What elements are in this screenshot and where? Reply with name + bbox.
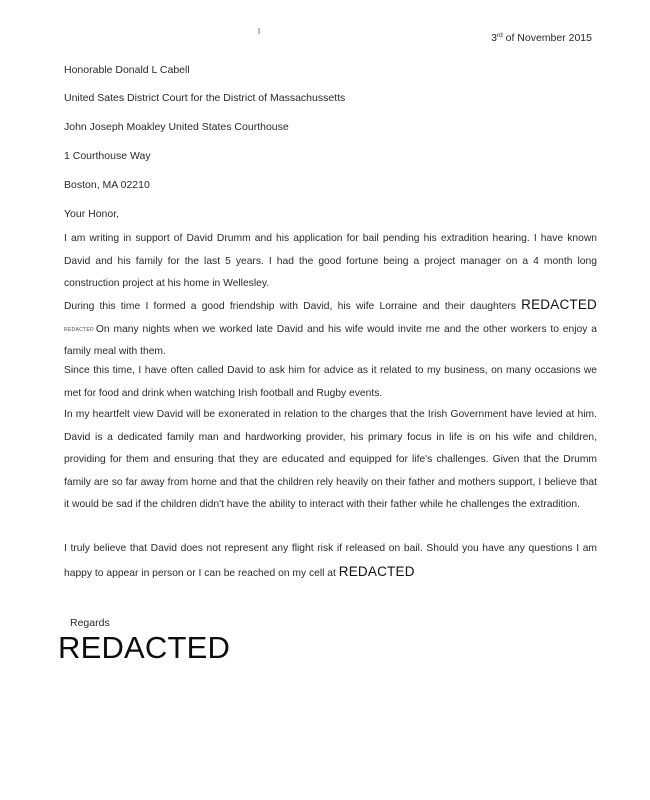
recipient-street: 1 Courthouse Way	[64, 150, 151, 162]
paragraph-4: In my heartfelt view David will be exonerated in relation to the charges that the Irish Government have levied at him. David is a dedicated family man and hardworking provider, his primary focus in life is on his wife and children, providing for them and ensuring that they are educated and equipped for life's challenges. Given that the Drumm family are so far away from home and that the children rely heavily on their father and mothers support, I believe that it would be sad if the children didn't have the ability to interact with their father while he challenges the extradition.	[64, 409, 597, 510]
closing: Regards	[70, 617, 110, 629]
letter-date: 3rd of November 2015	[491, 32, 592, 44]
recipient-court: United Sates District Court for the District of Massachussetts	[64, 92, 346, 104]
redacted-small-mark: REDACTED	[64, 326, 94, 333]
redacted-daughters-names: REDACTED	[521, 297, 597, 312]
paragraph-5: I truly believe that David does not represent any flight risk if released on bail. Should you have any questions I am happy to appear in person or I can be reached on my cell at REDACTED	[64, 543, 597, 579]
redacted-signature: REDACTED	[58, 630, 231, 665]
recipient-name: Honorable Donald L Cabell	[64, 64, 190, 76]
recipient-city: Boston, MA 02210	[64, 179, 150, 191]
date-ordinal-suffix: rd	[496, 32, 503, 39]
scan-mark	[258, 28, 260, 34]
redacted-phone-number: REDACTED	[338, 563, 415, 579]
paragraph-2: During this time I formed a good friendship with David, his wife Lorraine and their daughters REDACTED REDACTED On many nights when we worked late David and his wife would invite me and the other workers to enjoy a family meal with them.	[64, 297, 597, 357]
recipient-courthouse: John Joseph Moakley United States Courthouse	[64, 121, 289, 133]
paragraph-1: I am writing in support of David Drumm and his application for bail pending his extradition hearing. I have known David and his family for the last 5 years. I had the good fortune being a project manager on a 4 month long construction project at his home in Wellesley.	[64, 233, 597, 289]
paragraph-3: Since this time, I have often called David to ask him for advice as it related to my business, on many occasions we met for food and drink when watching Irish football and Rugby events.	[64, 365, 597, 399]
salutation: Your Honor,	[64, 208, 120, 220]
